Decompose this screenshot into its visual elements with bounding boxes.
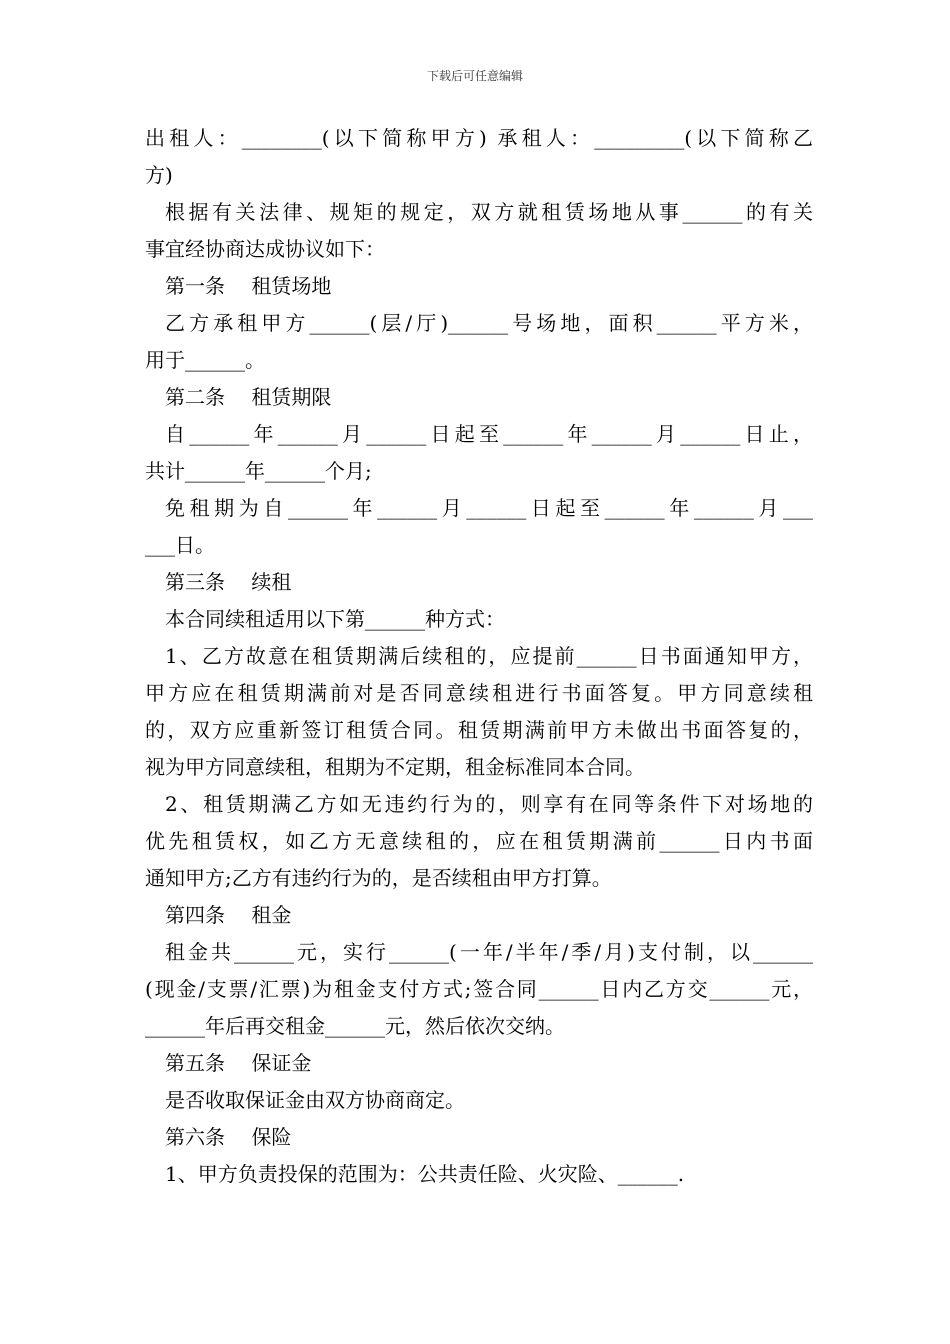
- rent-free-period-cont: ___日。: [145, 533, 215, 557]
- party-line: 出租人：________(以下简称甲方) 承租人：_________(以下简称乙: [145, 126, 813, 150]
- renewal-option-1-cont: 的，双方应重新签订租赁合同。租赁期满前甲方未做出书面答复的，: [145, 718, 813, 742]
- article-1-heading: 第一条 租赁场地: [165, 274, 332, 298]
- preamble-line-cont: 事宜经协商达成协议如下：: [145, 237, 385, 261]
- article-1-text: 乙方承租甲方______(层/厅)______号场地，面积______平方米，: [165, 311, 813, 335]
- renewal-option-2: 2、租赁期满乙方如无违约行为的，则享有在同等条件下对场地的: [165, 792, 813, 816]
- rent-free-period: 免租期为自______年______月______日起至______年______月___: [165, 496, 813, 520]
- page-header: 下载后可任意编辑: [426, 69, 523, 83]
- article-6-heading: 第六条 保险: [165, 1125, 292, 1149]
- renewal-option-1: 1、乙方故意在租赁期满后续租的，应提前______日书面通知甲方，: [165, 644, 813, 668]
- article-3-intro: 本合同续租适用以下第______种方式：: [165, 607, 505, 631]
- preamble-line: 根据有关法律、规矩的规定，双方就租赁场地从事______的有关: [165, 200, 813, 224]
- rent-terms-cont: (现金/支票/汇票)为租金支付方式;签合同______日内乙方交______元，: [145, 977, 813, 1001]
- contract-body: [145, 120, 813, 1193]
- deposit-text: 是否收取保证金由双方协商商定。: [165, 1088, 465, 1112]
- renewal-option-1-cont: 甲方应在租赁期满前对是否同意续租进行书面答复。甲方同意续租: [145, 681, 813, 705]
- renewal-option-2-cont: 优先租赁权，如乙方无意续租的，应在租赁期满前______日内书面: [145, 829, 813, 853]
- article-2-text: 自______年______月______日起至______年______月______日止，: [165, 422, 813, 446]
- renewal-option-2-cont: 通知甲方;乙方有违约行为的，是否续租由甲方打算。: [145, 866, 612, 890]
- article-3-heading: 第三条 续租: [165, 570, 292, 594]
- renewal-option-1-cont: 视为甲方同意续租，租期为不定期，租金标准同本合同。: [145, 755, 645, 779]
- rent-terms-cont: ______年后再交租金______元，然后依次交纳。: [145, 1014, 565, 1038]
- article-2-heading: 第二条 租赁期限: [165, 385, 332, 409]
- party-line-cont: 方): [145, 163, 173, 187]
- insurance-text: 1、甲方负责投保的范围为：公共责任险、火灾险、______.: [165, 1162, 685, 1186]
- article-5-heading: 第五条 保证金: [165, 1051, 312, 1075]
- rent-terms: 租金共______元，实行______(一年/半年/季/月)支付制，以______: [165, 940, 813, 964]
- article-4-heading: 第四条 租金: [165, 903, 292, 927]
- article-1-text-cont: 用于______。: [145, 348, 265, 372]
- article-2-text-cont: 共计______年______个月;: [145, 459, 372, 483]
